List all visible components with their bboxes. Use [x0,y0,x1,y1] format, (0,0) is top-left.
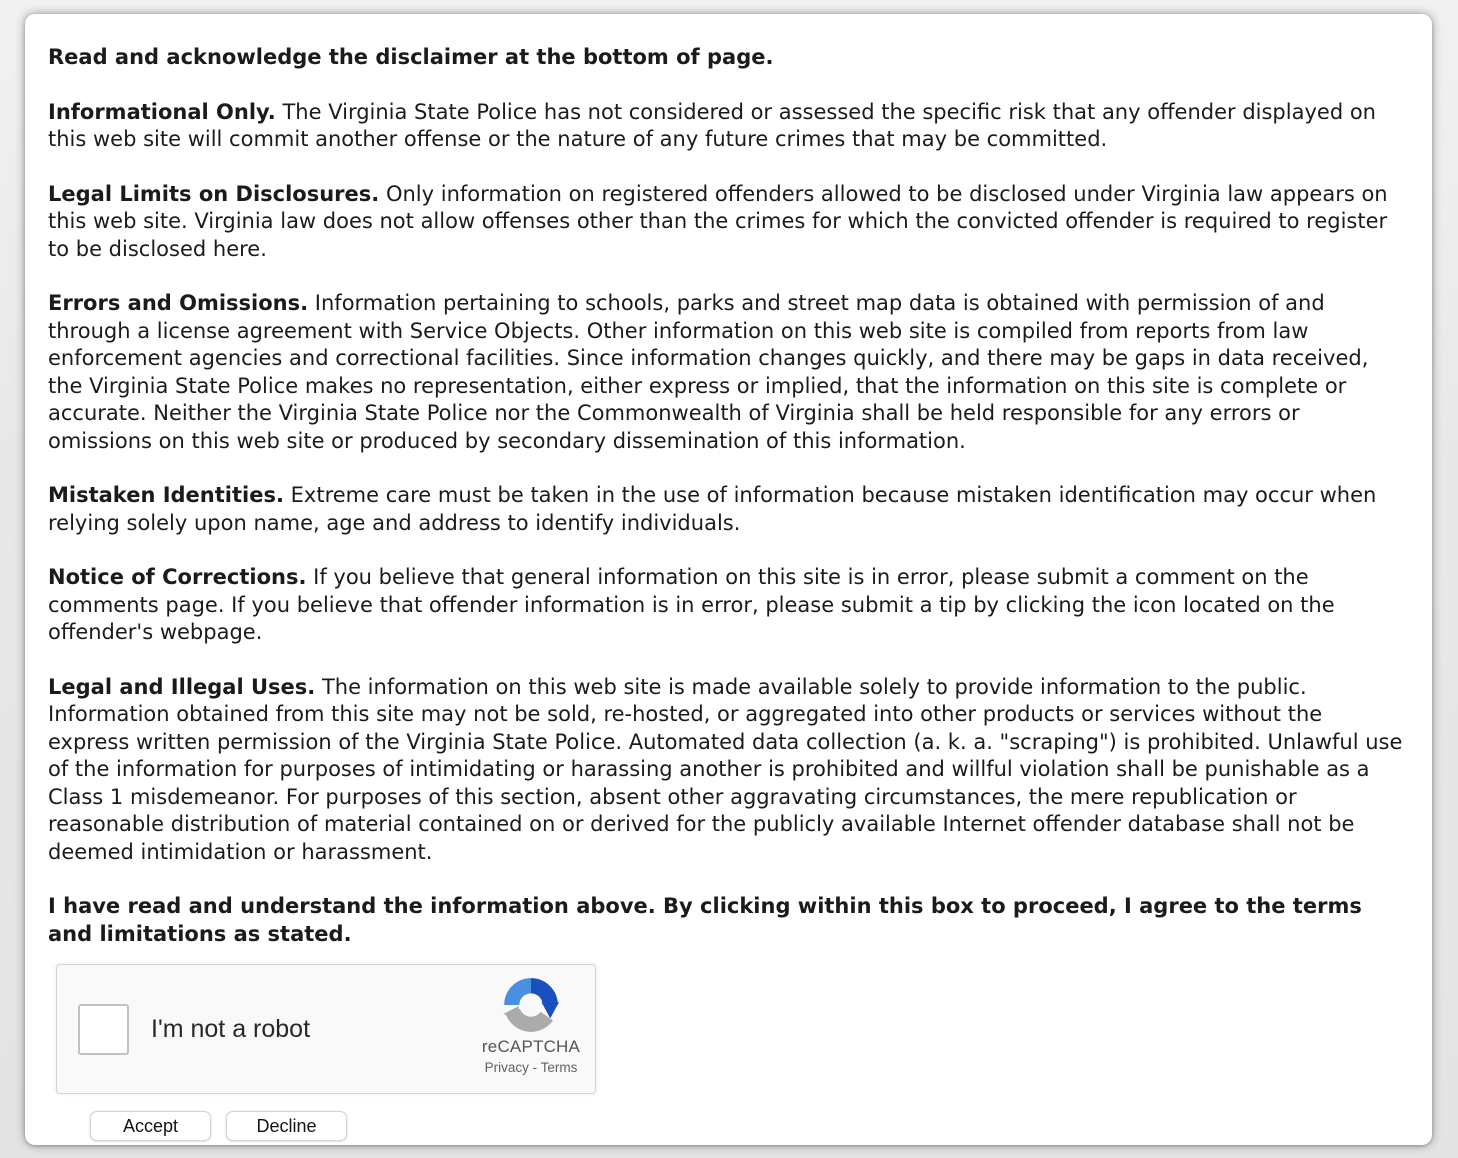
accept-button[interactable]: Accept [90,1111,211,1141]
paragraph-heading: Legal Limits on Disclosures. [48,181,380,206]
disclaimer-paragraph-notice-corrections [48,564,1408,647]
paragraph-text: The information on this web site is made available solely to provide information to the public. Information obtained from this site may not be sold, re-hosted, or aggregated into other products or services without the express written permission of the Virginia State Police. Automated data collection (a. k. a. "scraping") is prohibited. Unlawful use of the information for purposes of intimidating or harassing another is prohibited and willful violation shall be punishable as a Class 1 misdemeanor. For purposes of this section, absent other aggravating circumstances, the mere republication or reasonable distribution of material contained on or derived for the publicly available Internet offender database shall not be deemed intimidation or harassment. [48,674,1403,864]
recaptcha-brand-label: reCAPTCHA [481,1037,581,1056]
recaptcha-checkbox[interactable] [78,1004,129,1055]
disclaimer-paragraph-legal-limits [48,181,1408,264]
paragraph-heading: Errors and Omissions. [48,291,309,315]
paragraph-heading: Mistaken Identities. [48,483,284,507]
paragraph-heading: Legal and Illegal Uses. [48,674,316,699]
paragraph-text: If you believe that general information on this site is in error, please submit a comment on the comments page. If you believe that offender information is in error, please submit a tip by clicking the icon located on the offender's webpage. [48,565,1335,644]
paragraph-text: Only information on registered offenders allowed to be disclosed under Virginia law appears on this web site. Virginia law does not allow offenses other than the crimes for which the convicted offender is required to register to be disclosed here. [48,181,1388,261]
disclaimer-paragraph-informational [48,99,1408,154]
paragraph-heading: Notice of Corrections. [48,565,307,589]
privacy-link[interactable]: Privacy [484,1060,529,1075]
disclaimer-paragraph-mistaken-identities [48,482,1408,537]
recaptcha-logo-block [479,977,583,1075]
disclaimer-paragraph-errors-omissions [48,290,1408,455]
acknowledgement-text: I have read and understand the information above. By clicking within this box to proceed, I agree to the terms and limitations as stated. [48,894,1362,946]
paragraph-text: The Virginia State Police has not considered or assessed the specific risk that any offender displayed on this web site will commit another offense or the nature of any future crimes that may be committed. [48,99,1376,151]
privacy-terms-separator: - [532,1060,538,1075]
recaptcha-widget [56,964,596,1094]
terms-link[interactable]: Terms [540,1060,578,1075]
paragraph-heading: Informational Only. [48,99,276,124]
recaptcha-logo-icon [479,977,583,1033]
page-title: Read and acknowledge the disclaimer at the bottom of page. [48,45,774,69]
disclaimer-panel [25,14,1432,1145]
action-button-row [90,1111,1408,1141]
disclaimer-paragraph-legal-illegal-uses [48,674,1408,867]
recaptcha-privacy-terms [479,1060,583,1075]
decline-button[interactable]: Decline [226,1111,347,1141]
recaptcha-checkbox-label: I'm not a robot [151,1014,311,1043]
paragraph-text: Information pertaining to schools, parks and street map data is obtained with permission of and through a license agreement with Service Objects. Other information on this web site is compiled from reports from law enforcement agencies and correctional facilities. Since information changes quickly, and there may be gaps in data received, the Virginia State Police makes no representation, either express or implied, that the information on this site is complete or accurate. Neither the Virginia State Police nor the Commonwealth of Virginia shall be held responsible for any errors or omissions on this web site or produced by secondary dissemination of this information. [48,291,1369,453]
paragraph-text: Extreme care must be taken in the use of information because mistaken identification may occur when relying solely upon name, age and address to identify individuals. [48,483,1377,535]
